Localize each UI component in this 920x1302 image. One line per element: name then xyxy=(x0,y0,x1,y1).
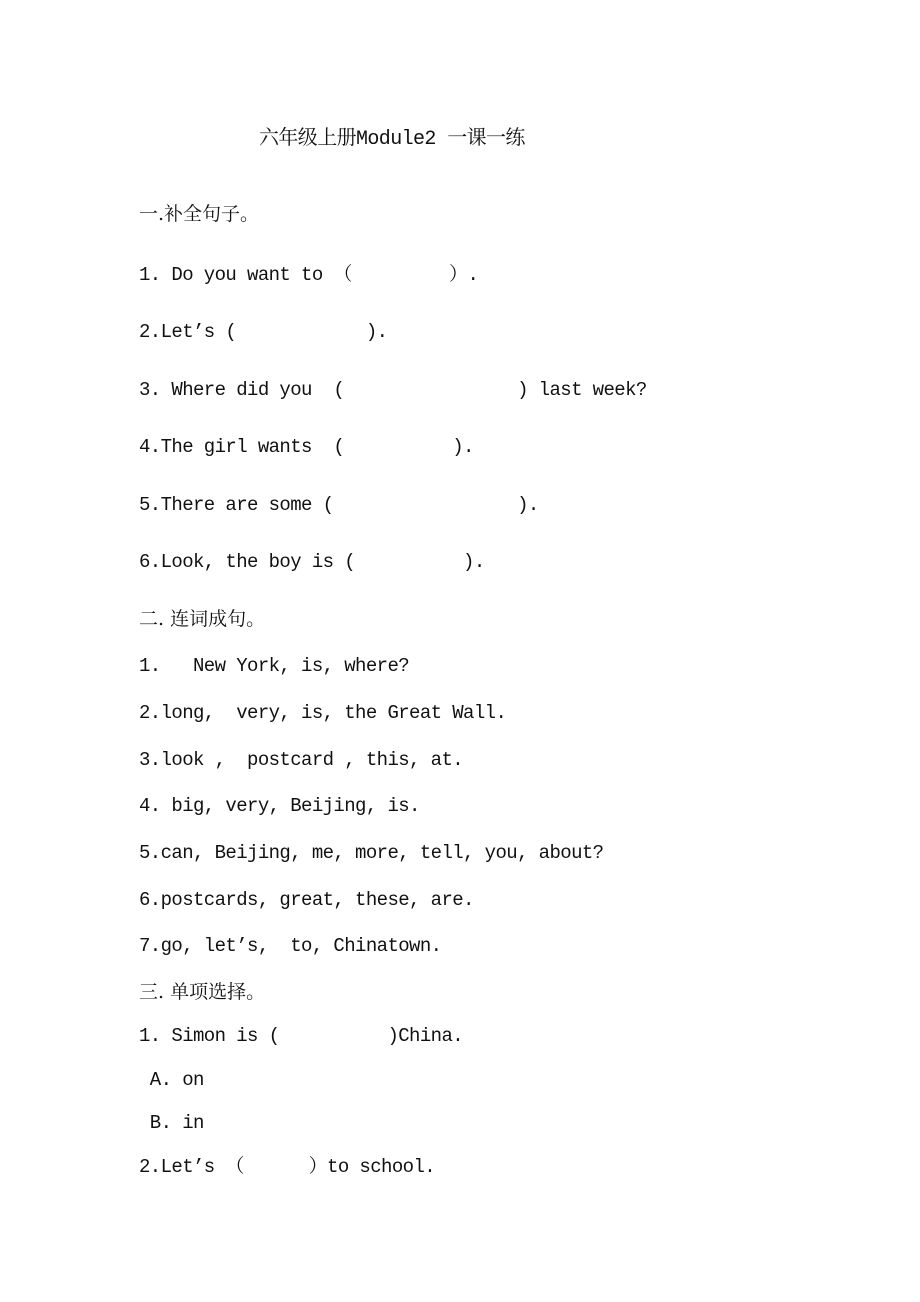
choice-option-a: A. on xyxy=(139,1069,204,1091)
word-order-item-7: 7.go, let’s, to, Chinatown. xyxy=(139,935,442,957)
choice-option-b: B. in xyxy=(139,1112,204,1134)
choice-question-1: 1. Simon is ( )China. xyxy=(139,1025,464,1047)
fill-in-item-5: 5.There are some ( ). xyxy=(139,494,539,516)
section-2-heading: 二. 连词成句。 xyxy=(139,608,266,630)
fill-in-item-2: 2.Let’s ( ). xyxy=(139,321,388,343)
fill-in-item-6: 6.Look, the boy is ( ). xyxy=(139,551,485,573)
fill-in-item-1: 1. Do you want to （ ）. xyxy=(139,264,479,286)
fill-in-item-3: 3. Where did you ( ) last week? xyxy=(139,379,647,401)
word-order-item-2: 2.long, very, is, the Great Wall. xyxy=(139,702,507,724)
word-order-item-3: 3.look , postcard , this, at. xyxy=(139,749,464,771)
choice-question-2: 2.Let’s （ ）to school. xyxy=(139,1156,436,1178)
page-title: 六年级上册Module2 一课一练 xyxy=(259,128,525,151)
fill-in-item-4: 4.The girl wants ( ). xyxy=(139,436,474,458)
word-order-item-1: 1. New York, is, where? xyxy=(139,655,410,677)
section-1-heading: 一.补全句子。 xyxy=(139,203,260,225)
word-order-item-4: 4. big, very, Beijing, is. xyxy=(139,795,420,817)
section-3-heading: 三. 单项选择。 xyxy=(139,981,266,1003)
word-order-item-5: 5.can, Beijing, me, more, tell, you, about? xyxy=(139,842,604,864)
word-order-item-6: 6.postcards, great, these, are. xyxy=(139,889,474,911)
